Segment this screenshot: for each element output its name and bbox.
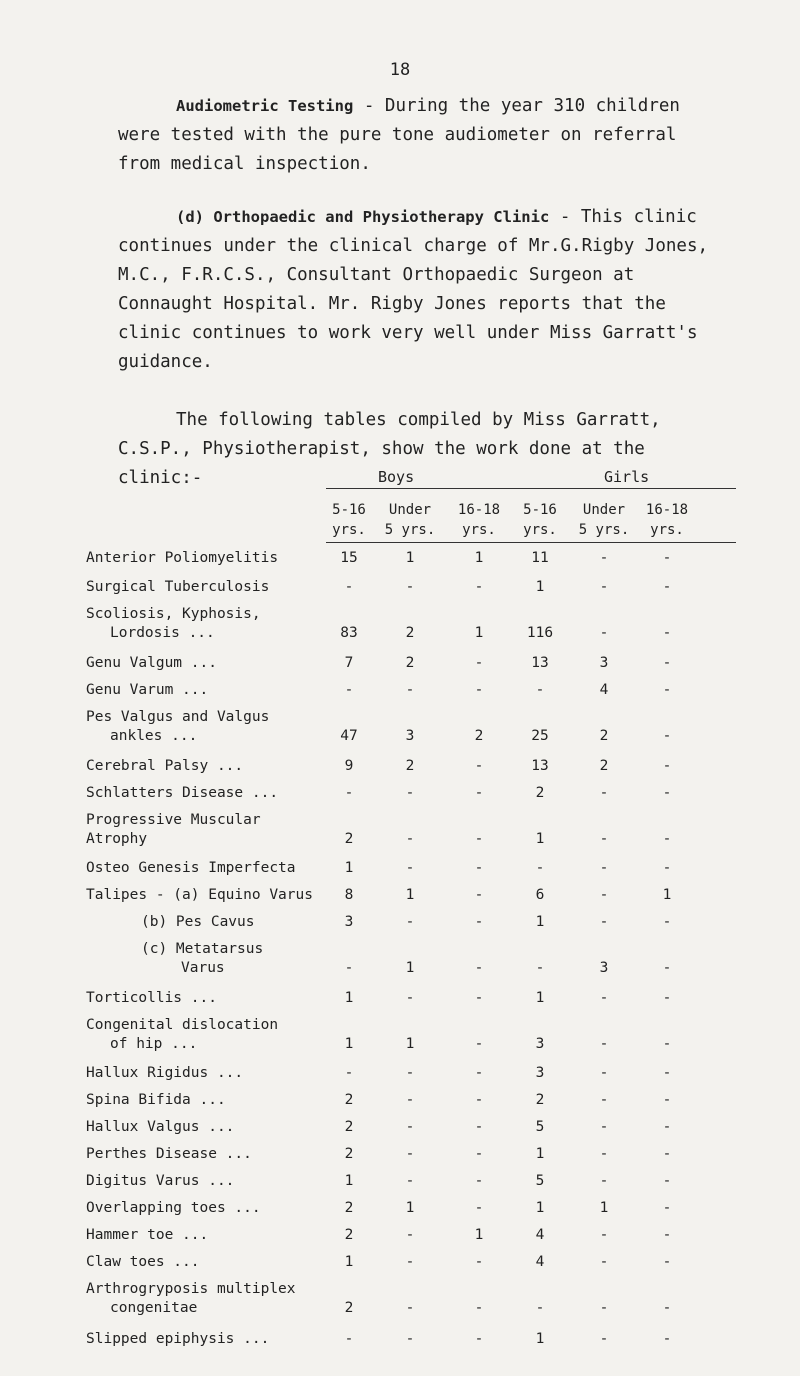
orthopaedic-clinic-paragraph — [118, 203, 718, 377]
row-value: - — [474, 860, 484, 876]
row-value: 4 — [535, 1254, 545, 1270]
row-value: - — [662, 1254, 672, 1270]
row-label — [86, 757, 243, 776]
row-value: 3 — [599, 960, 609, 976]
row-value: 3 — [599, 655, 609, 671]
row-value: 11 — [531, 550, 549, 566]
row-value: 3 — [535, 1036, 545, 1052]
row-value: - — [662, 728, 672, 744]
row-label — [86, 708, 269, 746]
row-value: - — [599, 887, 609, 903]
row-value: - — [344, 1331, 354, 1347]
row-label — [86, 859, 296, 878]
row-value: - — [599, 1092, 609, 1108]
row-value: 2 — [344, 1227, 354, 1243]
row-label — [86, 1091, 226, 1110]
row-value: - — [662, 1146, 672, 1162]
row-value: - — [405, 1254, 415, 1270]
row-value: 15 — [340, 550, 358, 566]
row-label-line: Slipped epiphysis ... — [86, 1331, 270, 1347]
row-value: 2 — [344, 1200, 354, 1216]
row-value: - — [344, 960, 354, 976]
row-value: 13 — [531, 758, 549, 774]
row-label-line: Lordosis ... — [110, 625, 215, 641]
row-value: 1 — [535, 914, 545, 930]
row-value: - — [474, 1331, 484, 1347]
row-value: - — [405, 1092, 415, 1108]
row-value: 2 — [535, 1092, 545, 1108]
header-rule-top — [326, 488, 736, 489]
row-value: 1 — [344, 990, 354, 1006]
row-label-line: Anterior Poliomyelitis — [86, 550, 279, 566]
row-value: - — [599, 579, 609, 595]
row-value: - — [599, 1146, 609, 1162]
row-value: 1 — [344, 1173, 354, 1189]
header-rule-bottom — [326, 542, 736, 543]
row-label-line: Spina Bifida ... — [86, 1092, 226, 1108]
row-value: - — [405, 860, 415, 876]
row-value: 1 — [405, 960, 415, 976]
row-value: - — [405, 1173, 415, 1189]
row-value: 2 — [599, 758, 609, 774]
row-label-line: Digitus Varus ... — [86, 1173, 235, 1189]
row-label — [86, 605, 261, 643]
tables-intro-text: The following tables compiled by Miss Garratt, C.S.P., Physiotherapist, show the work done at the clinic:- — [118, 410, 661, 488]
row-label-line: Pes Valgus and Valgus — [86, 709, 270, 725]
group-header-girls: Girls — [604, 468, 650, 486]
row-value: 116 — [526, 625, 554, 641]
row-label — [86, 654, 217, 673]
row-value: - — [344, 1065, 354, 1081]
row-value: - — [474, 1065, 484, 1081]
orthopaedic-clinic-text: - This clinic continues under the clinical charge of Mr.G.Rigby Jones, M.C., F.R.C.S., Consultant Orthopaedic Surgeon at Connaught Hospital. Mr. Rigby Jones reports that the clinic continues to work very well under Miss Garratt's guidance. — [118, 207, 709, 372]
row-value: - — [662, 785, 672, 801]
row-value: - — [599, 831, 609, 847]
row-label-line: Hammer toe ... — [86, 1227, 209, 1243]
row-label-line: Varus — [181, 960, 225, 976]
page-number: 18 — [389, 60, 411, 80]
row-value: 25 — [531, 728, 549, 744]
row-value: - — [474, 655, 484, 671]
row-value: - — [599, 1065, 609, 1081]
row-value: 13 — [531, 655, 549, 671]
row-value: - — [474, 887, 484, 903]
row-value: - — [474, 914, 484, 930]
row-value: - — [474, 1200, 484, 1216]
row-label — [86, 886, 313, 905]
row-value: - — [474, 1146, 484, 1162]
row-value: 5 — [535, 1173, 545, 1189]
row-value: - — [662, 960, 672, 976]
row-value: - — [599, 1254, 609, 1270]
row-value: - — [599, 1300, 609, 1316]
row-value: 1 — [405, 550, 415, 566]
row-label — [86, 1253, 200, 1272]
col-header-girls-under-5: Under 5 yrs. — [578, 502, 630, 538]
row-value: 2 — [344, 1300, 354, 1316]
row-label — [86, 989, 217, 1008]
row-value: - — [599, 550, 609, 566]
audiometric-testing-heading: Audiometric Testing — [176, 97, 354, 115]
row-value: - — [662, 579, 672, 595]
row-label — [86, 784, 278, 803]
row-label-line: Arthrogryposis multiplex — [86, 1281, 296, 1297]
row-value: - — [474, 831, 484, 847]
row-label — [86, 1172, 234, 1191]
row-value: - — [662, 1092, 672, 1108]
row-value: - — [599, 1331, 609, 1347]
row-value: 2 — [344, 831, 354, 847]
row-value: - — [599, 990, 609, 1006]
row-value: 1 — [474, 550, 484, 566]
row-label-line: (c) Metatarsus — [141, 941, 264, 957]
row-label-line: Congenital dislocation — [86, 1017, 279, 1033]
row-label-line: Torticollis ... — [86, 990, 217, 1006]
row-value: 4 — [535, 1227, 545, 1243]
row-value: - — [662, 655, 672, 671]
row-label — [86, 549, 278, 568]
row-label-line: Talipes - (a) Equino Varus — [86, 887, 313, 903]
row-value: - — [599, 785, 609, 801]
col-header-boys-5-16: 5-16 yrs. — [332, 502, 366, 538]
row-value: - — [474, 1036, 484, 1052]
row-value: - — [474, 1300, 484, 1316]
row-value: - — [662, 860, 672, 876]
row-value: - — [474, 1173, 484, 1189]
row-label-line: Claw toes ... — [86, 1254, 200, 1270]
row-value: - — [405, 1331, 415, 1347]
row-value: - — [405, 579, 415, 595]
row-label — [86, 1199, 261, 1218]
row-value: - — [662, 1173, 672, 1189]
col-header-boys-under-5: Under 5 yrs. — [384, 502, 436, 538]
row-label-line: ankles ... — [110, 728, 198, 744]
row-value: - — [474, 990, 484, 1006]
row-value: 2 — [405, 655, 415, 671]
row-value: 1 — [474, 625, 484, 641]
row-value: - — [535, 960, 545, 976]
row-value: 5 — [535, 1119, 545, 1135]
row-value: 2 — [344, 1146, 354, 1162]
col-header-girls-5-16: 5-16 yrs. — [523, 502, 557, 538]
row-value: - — [405, 831, 415, 847]
row-value: 6 — [535, 887, 545, 903]
row-value: 1 — [344, 860, 354, 876]
row-value: 2 — [474, 728, 484, 744]
row-value: - — [474, 682, 484, 698]
orthopaedic-clinic-heading: (d) Orthopaedic and Physiotherapy Clinic — [176, 208, 550, 226]
row-label-line: Hallux Valgus ... — [86, 1119, 235, 1135]
row-value: - — [474, 785, 484, 801]
col-header-girls-16-18: 16-18 yrs. — [645, 502, 689, 538]
row-label — [86, 1226, 208, 1245]
row-value: - — [405, 1119, 415, 1135]
row-value: - — [662, 1036, 672, 1052]
row-value: 3 — [535, 1065, 545, 1081]
row-label-line: Hallux Rigidus ... — [86, 1065, 244, 1081]
audiometric-testing-text: - During the year 310 children were tested with the pure tone audiometer on referral from medical inspection. — [118, 96, 680, 174]
group-header-boys: Boys — [378, 468, 415, 486]
row-value: 1 — [535, 1331, 545, 1347]
row-value: - — [474, 758, 484, 774]
row-value: - — [535, 682, 545, 698]
row-value: - — [599, 1227, 609, 1243]
row-value: - — [344, 682, 354, 698]
row-label-line: Perthes Disease ... — [86, 1146, 252, 1162]
row-value: 2 — [405, 758, 415, 774]
row-value: - — [405, 990, 415, 1006]
row-value: - — [662, 1200, 672, 1216]
row-value: - — [599, 1173, 609, 1189]
row-label-line: Progressive Muscular — [86, 812, 261, 828]
row-label-line: Atrophy — [86, 831, 148, 847]
row-value: - — [599, 625, 609, 641]
row-label — [86, 1280, 296, 1318]
row-value: 47 — [340, 728, 358, 744]
row-value: - — [662, 1065, 672, 1081]
row-label — [86, 811, 261, 849]
row-value: - — [662, 1119, 672, 1135]
row-label — [86, 1064, 243, 1083]
row-value: 8 — [344, 887, 354, 903]
row-value: 83 — [340, 625, 358, 641]
row-label — [86, 1118, 234, 1137]
row-value: 1 — [405, 1200, 415, 1216]
row-value: - — [599, 860, 609, 876]
row-label-line: of hip ... — [110, 1036, 198, 1052]
row-label-line: Scoliosis, Kyphosis, — [86, 606, 261, 622]
row-value: - — [535, 860, 545, 876]
row-value: - — [344, 579, 354, 595]
row-value: 4 — [599, 682, 609, 698]
row-value: - — [662, 1331, 672, 1347]
row-value: - — [662, 682, 672, 698]
row-label-line: Osteo Genesis Imperfecta — [86, 860, 296, 876]
row-value: 3 — [344, 914, 354, 930]
row-value: - — [474, 1119, 484, 1135]
row-value: 2 — [405, 625, 415, 641]
audiometric-testing-paragraph — [118, 92, 718, 179]
row-label — [141, 913, 255, 932]
row-value: 2 — [344, 1119, 354, 1135]
row-value: 1 — [405, 1036, 415, 1052]
row-value: - — [405, 785, 415, 801]
row-label-line: Genu Varum ... — [86, 682, 209, 698]
row-value: - — [662, 914, 672, 930]
row-value: - — [405, 1300, 415, 1316]
row-value: - — [344, 785, 354, 801]
row-value: - — [662, 831, 672, 847]
row-label-line: Schlatters Disease ... — [86, 785, 279, 801]
row-value: - — [599, 1119, 609, 1135]
row-value: - — [662, 550, 672, 566]
row-label-line: Genu Valgum ... — [86, 655, 217, 671]
row-value: 1 — [344, 1036, 354, 1052]
row-value: - — [662, 990, 672, 1006]
row-value: - — [662, 758, 672, 774]
row-value: - — [405, 1065, 415, 1081]
row-value: - — [405, 1227, 415, 1243]
row-value: 1 — [662, 887, 672, 903]
row-value: - — [405, 682, 415, 698]
row-value: 1 — [535, 1200, 545, 1216]
row-value: - — [662, 1227, 672, 1243]
row-value: - — [405, 914, 415, 930]
row-value: 2 — [599, 728, 609, 744]
row-label — [141, 940, 263, 978]
row-label-line: (b) Pes Cavus — [141, 914, 255, 930]
row-value: 3 — [405, 728, 415, 744]
row-label — [86, 1330, 269, 1349]
row-value: - — [662, 1300, 672, 1316]
col-header-boys-16-18: 16-18 yrs. — [457, 502, 501, 538]
row-label-line: Surgical Tuberculosis — [86, 579, 270, 595]
row-label-line: Cerebral Palsy ... — [86, 758, 244, 774]
row-value: - — [405, 1146, 415, 1162]
row-label-line: Overlapping toes ... — [86, 1200, 261, 1216]
row-value: 2 — [344, 1092, 354, 1108]
row-label — [86, 681, 208, 700]
row-value: 7 — [344, 655, 354, 671]
row-value: - — [474, 960, 484, 976]
row-value: 1 — [405, 887, 415, 903]
row-value: 1 — [535, 990, 545, 1006]
row-label-line: congenitae — [110, 1300, 198, 1316]
row-value: - — [599, 914, 609, 930]
row-label — [86, 578, 269, 597]
row-value: - — [474, 1092, 484, 1108]
row-value: - — [599, 1036, 609, 1052]
row-value: - — [662, 625, 672, 641]
row-value: 2 — [535, 785, 545, 801]
row-label — [86, 1016, 278, 1054]
row-value: 1 — [535, 579, 545, 595]
row-value: - — [535, 1300, 545, 1316]
row-label — [86, 1145, 252, 1164]
row-value: 1 — [474, 1227, 484, 1243]
row-value: 1 — [535, 831, 545, 847]
row-value: - — [474, 1254, 484, 1270]
row-value: 1 — [599, 1200, 609, 1216]
row-value: 9 — [344, 758, 354, 774]
row-value: - — [474, 579, 484, 595]
row-value: 1 — [344, 1254, 354, 1270]
row-value: 1 — [535, 1146, 545, 1162]
